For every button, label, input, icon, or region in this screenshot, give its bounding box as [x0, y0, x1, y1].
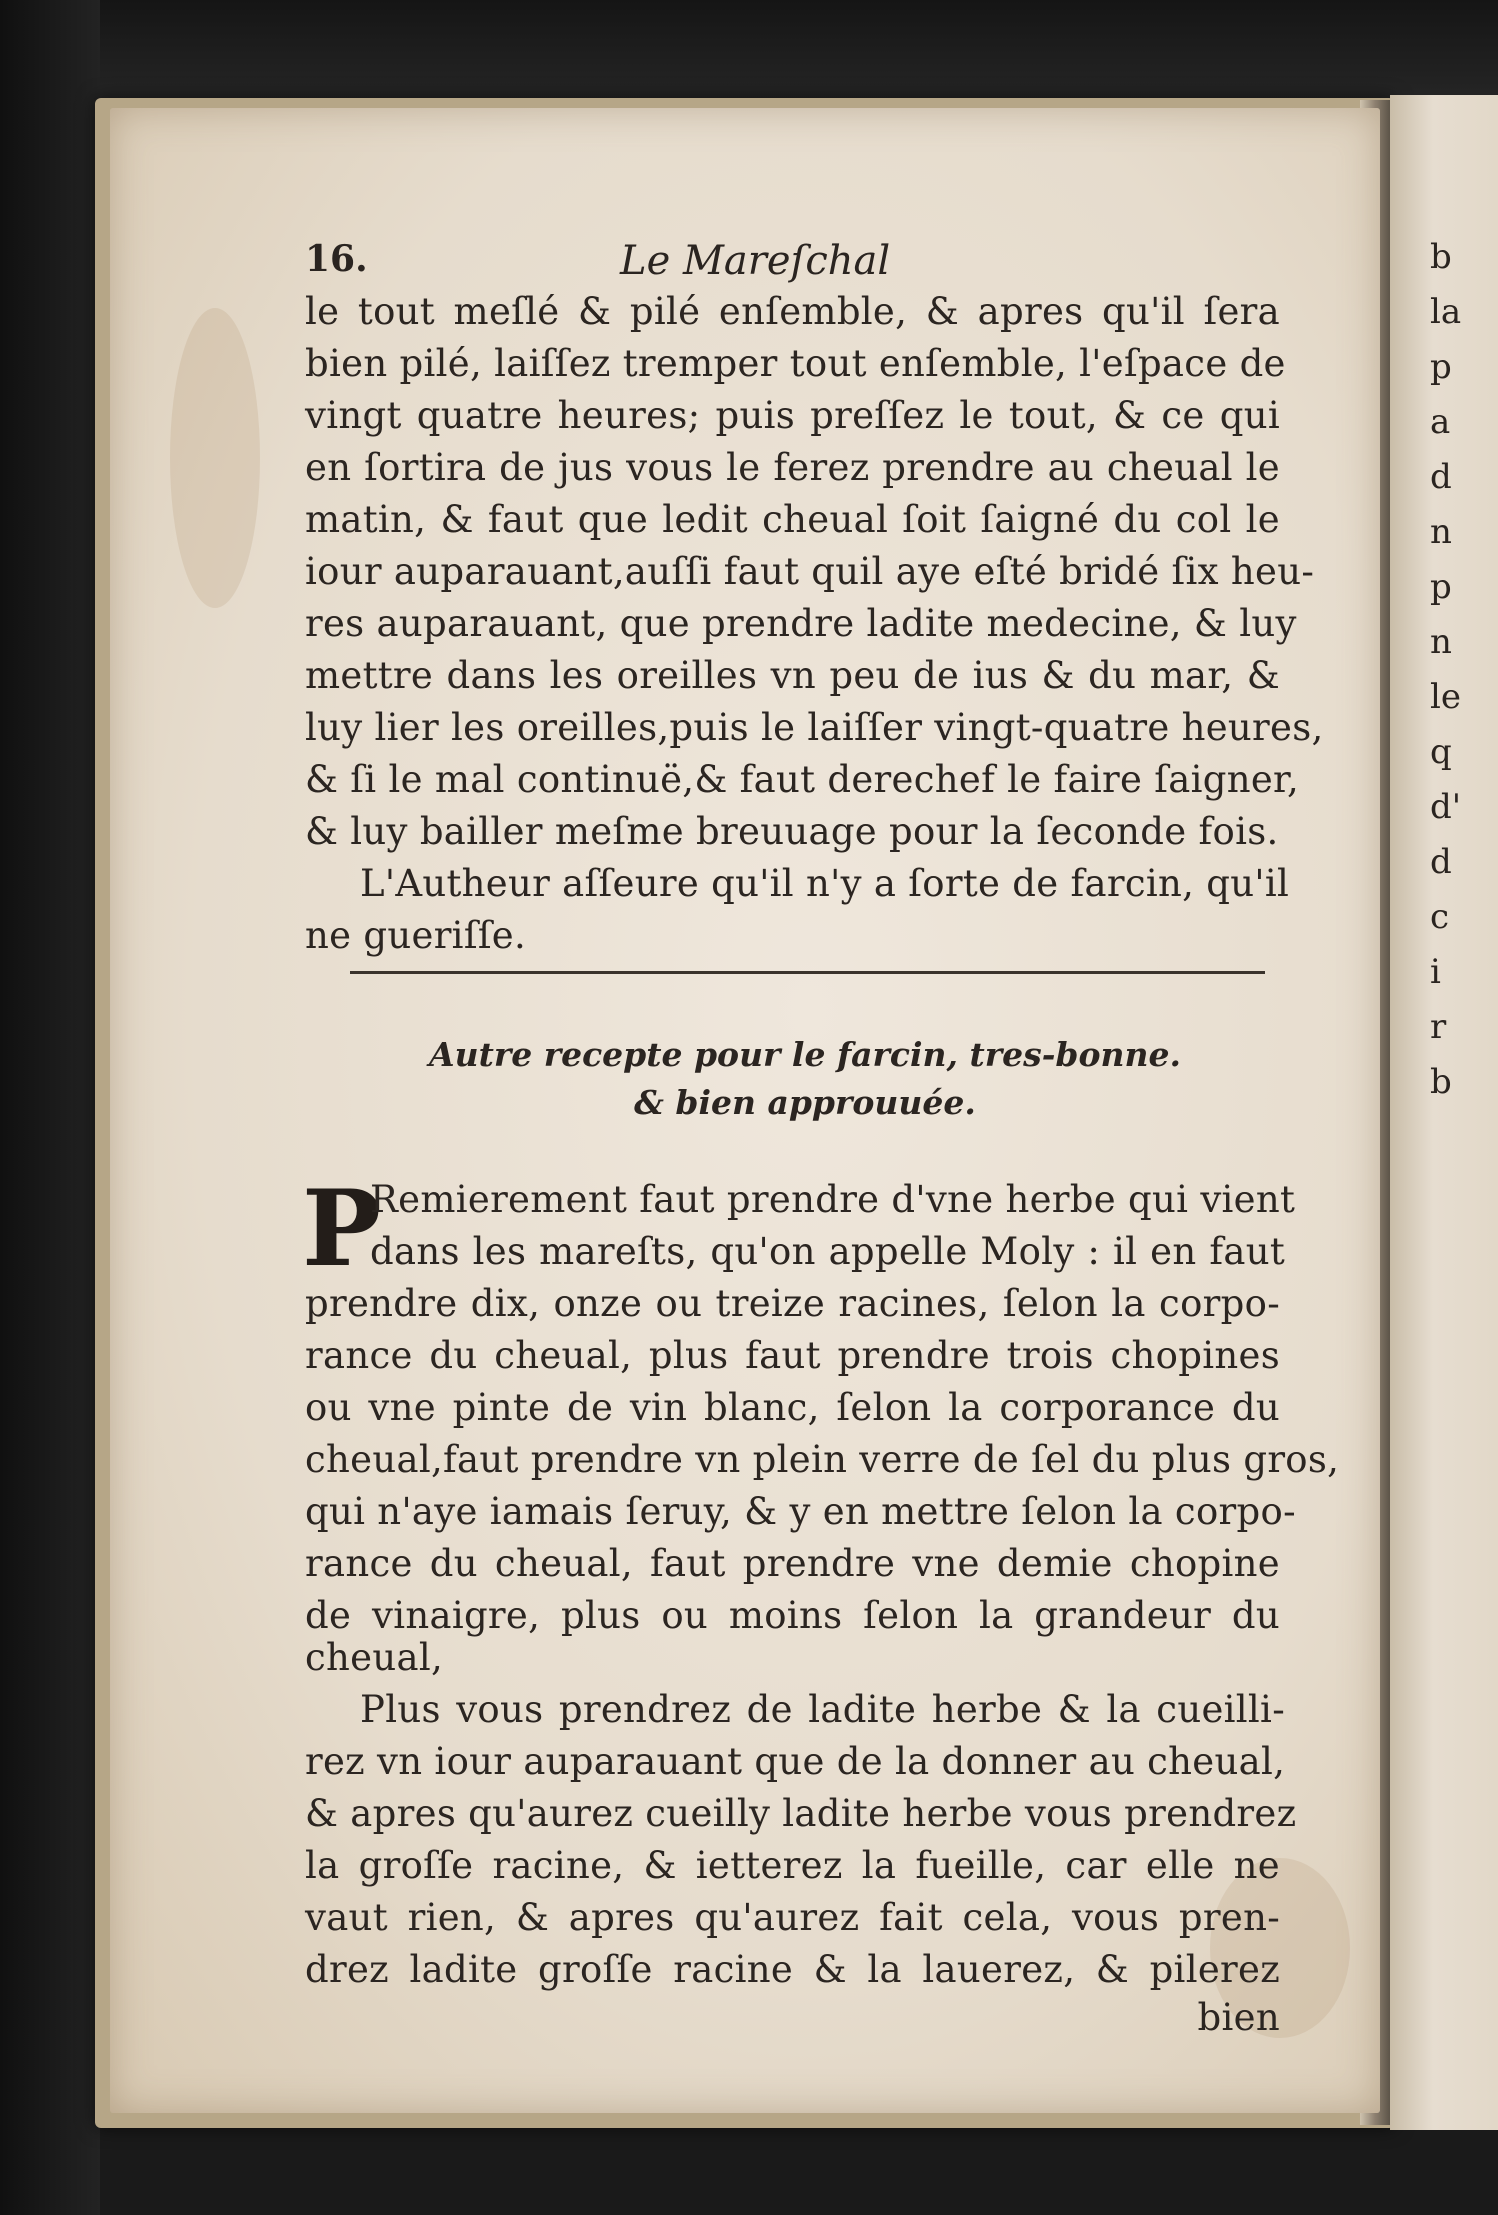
- facing-page: [1390, 95, 1498, 2130]
- facing-fragment: n: [1430, 512, 1452, 552]
- catchword: bien: [1197, 1996, 1280, 2039]
- text-line: & ſi le mal continuë,& faut derechef le faire ſaigner,: [305, 758, 1300, 801]
- text-line: Plus vous prendrez de ladite herbe & la cueilli-: [360, 1688, 1285, 1731]
- text-line: iour auparauant,auſſi faut quil aye eſté bridé ſix heu-: [305, 550, 1315, 593]
- text-line: ne gueriſſe.: [305, 914, 527, 957]
- facing-page-text: [1430, 230, 1461, 1110]
- page-number: 16.: [305, 238, 368, 280]
- facing-fragment: d: [1430, 457, 1452, 497]
- facing-fragment: b: [1430, 1062, 1452, 1102]
- text-line: vingt quatre heures; puis preſſez le tout, & ce qui: [305, 394, 1280, 437]
- text-line: vaut rien, & apres qu'aurez fait cela, vous pren-: [305, 1896, 1280, 1939]
- text-line: la groſſe racine, & ietterez la fueille, car elle ne: [305, 1844, 1280, 1887]
- section-divider: [350, 971, 1265, 974]
- text-line: de vinaigre, plus ou moins ſelon la grandeur du: [305, 1594, 1280, 1637]
- text-line: drez ladite groſſe racine & la lauerez, & pilerez: [305, 1948, 1280, 1991]
- text-line: mettre dans les oreilles vn peu de ius & du mar, &: [305, 654, 1280, 697]
- page-stain: [170, 308, 260, 608]
- text-line: dans les mareſts, qu'on appelle Moly : il en faut: [370, 1230, 1285, 1273]
- section-heading: Autre recepte pour le farcin, tres-bonne.: [429, 1035, 1181, 1074]
- facing-fragment: p: [1430, 347, 1452, 387]
- text-line: bien pilé, laiſſez tremper tout enſemble, l'eſpace de: [305, 342, 1286, 385]
- facing-fragment: d: [1430, 842, 1452, 882]
- facing-fragment: q: [1430, 732, 1452, 772]
- text-line: luy lier les oreilles,puis le laiſſer vingt-quatre heures,: [305, 706, 1324, 749]
- text-line: ou vne pinte de vin blanc, ſelon la corporance du: [305, 1386, 1280, 1429]
- text-line: rez vn iour auparauant que de la donner au cheual,: [305, 1740, 1286, 1783]
- text-line: le tout meſlé & pilé enſemble, & apres qu'il ſera: [305, 290, 1280, 333]
- background-left: [0, 0, 100, 2215]
- text-line: cheual,faut prendre vn plein verre de ſel du plus gros,: [305, 1438, 1340, 1481]
- page-header: [305, 238, 1280, 288]
- text-line: prendre dix, onze ou treize racines, ſelon la corpo-: [305, 1282, 1280, 1325]
- facing-fragment: b: [1430, 237, 1452, 277]
- text-line: matin, & faut que ledit cheual ſoit ſaigné du col le: [305, 498, 1280, 541]
- facing-fragment: r: [1430, 1007, 1447, 1047]
- facing-fragment: la: [1430, 292, 1462, 332]
- facing-fragment: p: [1430, 567, 1452, 607]
- facing-fragment: a: [1430, 402, 1451, 442]
- text-line: en ſortira de jus vous le ferez prendre au cheual le: [305, 446, 1280, 489]
- facing-fragment: le: [1430, 677, 1461, 717]
- section-heading: & bien approuuée.: [634, 1083, 976, 1122]
- text-line: rance du cheual, faut prendre vne demie chopine: [305, 1542, 1280, 1585]
- text-line: cheual,: [305, 1636, 444, 1679]
- text-line: qui n'aye iamais ſeruy, & y en mettre ſelon la corpo-: [305, 1490, 1296, 1533]
- facing-fragment: c: [1430, 897, 1450, 937]
- text-line: & luy bailler meſme breuuage pour la ſeconde fois.: [305, 810, 1279, 853]
- text-line: L'Autheur aſſeure qu'il n'y a ſorte de farcin, qu'il: [360, 862, 1290, 905]
- text-line: res auparauant, que prendre ladite medecine, & luy: [305, 602, 1297, 645]
- text-line: & apres qu'aurez cueilly ladite herbe vous prendrez: [305, 1792, 1297, 1835]
- text-line: rance du cheual, plus faut prendre trois chopines: [305, 1334, 1280, 1377]
- facing-fragment: d': [1430, 787, 1462, 827]
- running-title: Le Mareſchal: [620, 238, 891, 284]
- drop-cap: P: [302, 1166, 381, 1290]
- background-top: [0, 0, 1498, 105]
- facing-fragment: i: [1430, 952, 1441, 992]
- text-line: Remierement faut prendre d'vne herbe qui vient: [370, 1178, 1296, 1221]
- facing-fragment: n: [1430, 622, 1452, 662]
